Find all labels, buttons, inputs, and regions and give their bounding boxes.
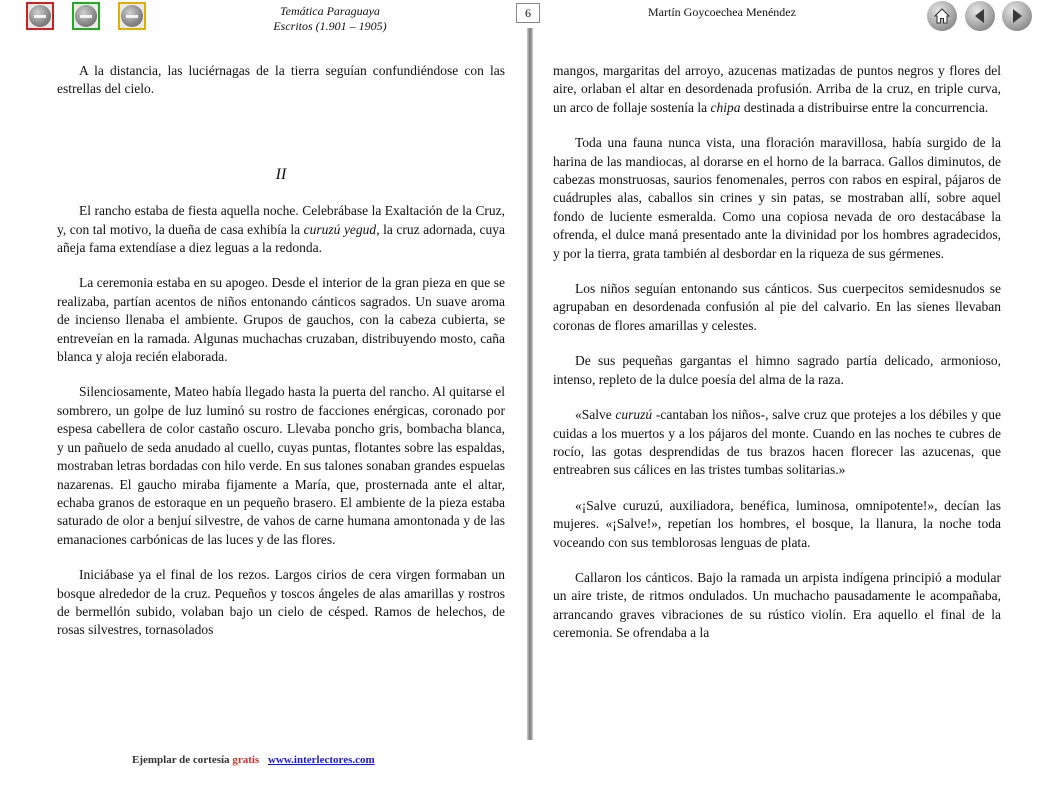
section-heading: II — [275, 165, 287, 183]
paragraph: Silenciosamente, Mateo había llegado hasta la puerta del rancho. Al quitarse el sombrero, un golpe de luz luminó su rostro de facciones enérgicas, coronado por espesa cabellera de color castaño oscuro. Llevaba poncho gris, bombacha blanca, y un pañuelo de seda anudado al cuello, cuyas puntas, flotantes sobre las espaldas, mostraban letras bordadas con hilo verde. En sus talones sonaban grandes espuelas nazarenas. El gaucho miraba fijamente a María, que, prosternada ante el altar, echaba granos de estoraque en un pequeño brasero. El ambiente de la pieza estaba saturado de olor a benjuí silvestre, de vahos de carne humana amontonada y de las emanaciones carbónicas de las luces y de las flores. — [57, 384, 505, 547]
paragraph: «Salve curuzú -cantaban los niños-, salve cruz que protejes a los débiles y que cuidas a los muertos y a los pájaros del monte. Cuando en las noches te cubres de rocío, las gotas desprendidas de tus brazos hacen florecer las azucenas, que entreabren sus cálices en las tristes tumbas solitarias.» — [553, 407, 1001, 478]
minimize-window-button[interactable] — [72, 2, 100, 30]
paragraph: El rancho estaba de fiesta aquella noche. Celebrábase la Exaltación de la Cruz, y, con tal motivo, la dueña de casa exhibía la curuzú yegud, la cruz adornada, cuya añeja fama extendíase a diez leguas a la redonda. — [57, 203, 506, 256]
page-divider — [527, 28, 533, 740]
footer-gratis: gratis — [232, 754, 260, 766]
paragraph: Callaron los cánticos. Bajo la ramada un arpista indígena principió a modular un aire triste, de ritmos ondulados. Un muchacho pausadamente le acompañaba, arrancando graves vibraciones de su rústico violín. Era aquello el final de la ceremonia. Se ofrendaba a la — [553, 569, 1001, 641]
minus-icon — [75, 5, 97, 27]
right-column — [553, 62, 1001, 660]
previous-page-button[interactable] — [965, 1, 995, 31]
footer — [132, 754, 375, 766]
book-title-line1: Temática Paraguaya — [280, 4, 380, 18]
close-window-button[interactable] — [26, 2, 54, 30]
paragraph: mangos, margaritas del arroyo, azucenas matizadas de puntos negros y flores del aire, orlaban el altar en desordenada profusión. Arriba de la cruz, en triple curva, un arco de follaje sostenía la chipa destinada a distribuirse entre la concurrencia. — [553, 63, 1001, 115]
paragraph: De sus pequeñas gargantas el himno sagrado partía delicado, armonioso, intenso, repleto de la dulce poesía del alma de la raza. — [553, 353, 1001, 387]
website-link[interactable]: www.interlectores.com — [267, 754, 375, 766]
emphasis: chipa — [710, 99, 741, 115]
paragraph: Toda una fauna nunca vista, una floración maravillosa, había surgido de la harina de las mandiocas, al dorarse en el horno de la barraca. Gallos diminutos, de cabezas monstruosas, saurios fenomenales, perros con rabos en espiral, pájaros de cuádruples alas, caballos sin crines y sin patas, se mostraban allí, sobre aquel fondo de luciente esmeralda. Como una copiosa nevada de oro destacábase la ofrenda, el dulce maná presentado ante la divinidad por los hombres agradecidos, y por la tierra, grata también al desbordar en la riqueza de sus gérmenes. — [553, 135, 1001, 261]
footer-text: Ejemplar de cortesía — [132, 754, 230, 766]
emphasis: curuzú yegud — [303, 221, 377, 237]
next-page-icon — [1007, 6, 1027, 26]
home-button[interactable] — [927, 1, 957, 31]
restore-window-button[interactable] — [118, 2, 146, 30]
home-icon — [932, 6, 952, 26]
paragraph: Iniciábase ya el final de los rezos. Largos cirios de cera virgen formaban un bosque alrededor de la cruz. Pequeños y toscos ángeles de alas amarillas y rostros de bermellón subido, volaban bajo un cielo de césped. Ramos de helechos, de rosas silvestres, tornasolados — [57, 567, 505, 638]
paragraph: «¡Salve curuzú, auxiliadora, benéfica, luminosa, omnipotente!», decían las mujeres. «¡Salve!», repetían los hombres, el bosque, la llanura, la noche toda voceando con sus temblorosas lenguas de plata. — [553, 497, 1001, 550]
paragraph: A la distancia, las luciérnagas de la tierra seguían confundiéndose con las estrellas del cielo. — [57, 63, 505, 97]
next-page-button[interactable] — [1002, 1, 1032, 31]
paragraph: Los niños seguían entonando sus cánticos. Sus cuerpecitos semidesnudos se agrupaban en desordenada confusión al pie del calvario. En las sienes llevaban coronas de flores amarillas y celestes. — [553, 281, 1001, 333]
minus-icon — [29, 5, 51, 27]
author-name: Martín Goycoechea Menéndez — [648, 5, 796, 19]
previous-page-icon — [970, 6, 990, 26]
emphasis: curuzú — [615, 407, 653, 423]
left-column — [57, 62, 505, 657]
book-title-line2: Escritos (1.901 – 1905) — [273, 19, 387, 33]
book-title — [250, 4, 410, 34]
page-number: 6 — [516, 3, 540, 23]
minus-icon — [121, 5, 143, 27]
paragraph: La ceremonia estaba en su apogeo. Desde el interior de la gran pieza en que se realizaba, partían acentos de niños entonando cánticos sagrados. Un suave aroma de incienso llenaba el ambiente. Grupos de gauchos, con la cabeza cubierta, se entreveían en la ramada. Algunas muchachas cruzaban, distribuyendo mosto, caña blanca y aloja recién elaborada. — [57, 275, 505, 365]
